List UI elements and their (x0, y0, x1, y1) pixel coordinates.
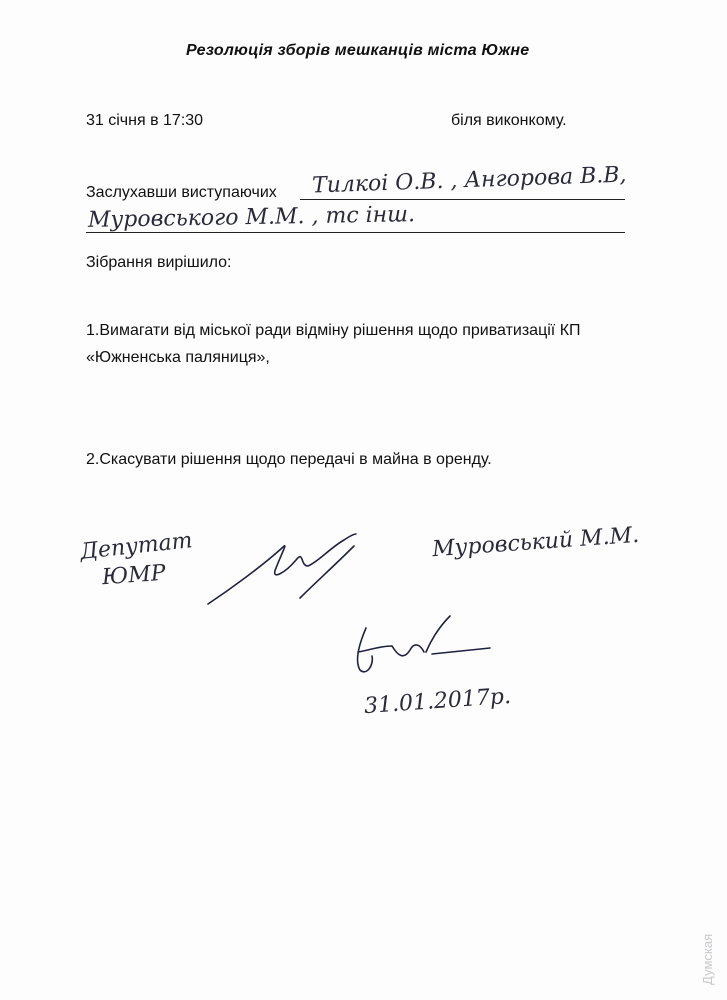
meeting-location: біля виконкому. (451, 112, 567, 129)
watermark-text: Думская (700, 933, 715, 985)
resolution-item-2: 2.Скасувати рішення щодо передачі в майна в оренду. (86, 451, 492, 468)
meeting-date-time: 31 січня в 17:30 (86, 112, 204, 129)
signatory-name-handwritten: Муровський М.М. (431, 522, 640, 563)
resolution-item-1-line-2: «Южненська паляниця», (86, 349, 270, 366)
speakers-handwritten-line-1: Тилкоі О.В. , Ангорова В.В, (311, 162, 627, 199)
document-title: Резолюція зборів мешканців міста Южне (186, 42, 530, 59)
resolution-item-1-line-1: 1.Вимагати від міської ради відміну рішення щодо приватизації КП (86, 322, 581, 339)
deputy-note-line-2: ЮМР (101, 560, 167, 591)
decided-label: Зібрання вирішило: (86, 254, 232, 271)
heard-speakers-label: Заслухавши виступаючих (86, 184, 277, 201)
speakers-handwritten-line-2: Муровського М.М. , тс інш. (87, 202, 416, 233)
deputy-note-line-1: Депутат (79, 528, 194, 565)
signature-date-handwritten: 31.01.2017р. (363, 683, 512, 720)
